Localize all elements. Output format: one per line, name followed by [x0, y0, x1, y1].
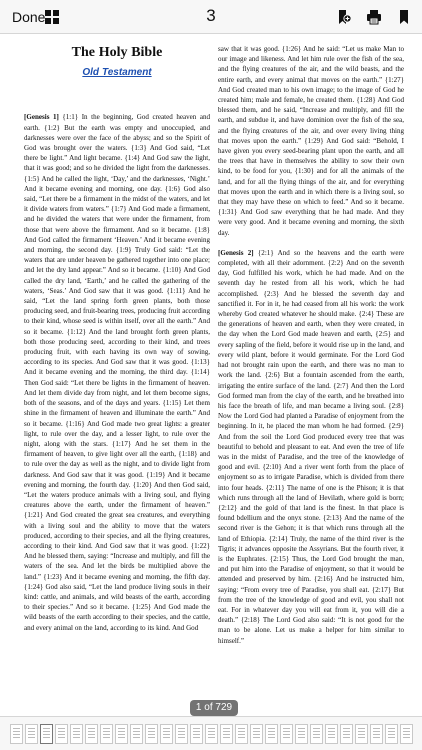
- left-column: [24, 44, 210, 643]
- page-thumbnail[interactable]: [235, 724, 248, 744]
- page-thumbnail[interactable]: [265, 724, 278, 744]
- print-icon[interactable]: [366, 9, 382, 25]
- page-thumbnail[interactable]: [385, 724, 398, 744]
- current-page-number: 3: [206, 6, 216, 25]
- page-position-badge: 1 of 729: [190, 700, 238, 716]
- paragraph-text: {2:1} And so the heavens and the earth were completed, with all their adornment. {2:2} And on the seventh day, God fulfilled his work, which he had made. And on the seventh day he rested from all his work, which he had accomplished. {2:3} And he blessed the seventh day and sanctified it. For in it, he had ceased from all his work: the work whereby God created whatever he should make. {2:4} These are the generations of heaven and earth, when they were created, in the day when the Lord God made heaven and earth, {2:5} and every sapling of the field, before it would rise up in the land, and every wild plant, before it would germinate. For the Lord God had not brought rain upon the earth, and there was no man to work the land. {2:6} But a fountain ascended from the earth, irrigating the entire surface of the land. {2:7} And then the Lord God formed man from the clay of the earth, and he breathed into his face the breath of life, and man became a living soul. {2:8} Now the Lord God had planted a Paradise of enjoyment from the beginning. In it, he placed the man whom he had formed. {2:9} And from the soil the Lord God produced every tree that was beautiful to behold and pleasant to eat. And even the tree of life was in the midst of Paradise, and the tree of the knowledge of good and evil. {2:10} And a river went forth from the place of enjoyment so as to irrigate Paradise, which is divided from there into four heads. {2:11} The name of one is the Phison; it is that which runs through all the land of Hevilath, where gold is born; {2:12} and the gold of that land is the finest. In that place is found bdellium and the onyx stone. {2:13} And the name of the second river is the Gehon; it is that which runs through all the land of Ethiopia. {2:14} Truly, the name of the third river is the Tigris; it advances opposite the Assyrians. But the fourth river, it is the Euphrates. {2:15} Thus, the Lord God brought the man, and put him into the Paradise of enjoyment, so that it would be attended and preserved by him. {2:16} And he instructed him, saying: “From every tree of Paradise, you shall eat. {2:17} But from the tree of the knowledge of good and evil, you shall not eat. For in whatever day you will eat from it, you will die a death.” {2:18} The Lord God also said: “It is not good for the man to be alone. Let us make a helper for him similar to himself.”: [218, 248, 404, 645]
- testament-link[interactable]: Old Testament: [82, 67, 152, 79]
- page-thumbnail[interactable]: [55, 724, 68, 744]
- page-thumbnail[interactable]: [145, 724, 158, 744]
- thumbnail-strip[interactable]: [0, 716, 422, 750]
- grid-icon[interactable]: [45, 10, 59, 24]
- page-thumbnail[interactable]: [175, 724, 188, 744]
- bookmark-add-icon[interactable]: [336, 9, 352, 25]
- page-thumbnail[interactable]: [280, 724, 293, 744]
- page-thumbnail[interactable]: [40, 724, 53, 744]
- page-thumbnail[interactable]: [190, 724, 203, 744]
- page-thumbnail[interactable]: [160, 724, 173, 744]
- page-thumbnail[interactable]: [355, 724, 368, 744]
- page-thumbnail[interactable]: [400, 724, 413, 744]
- page-thumbnail[interactable]: [130, 724, 143, 744]
- page-thumbnail[interactable]: [340, 724, 353, 744]
- paragraph: [24, 112, 210, 632]
- paragraph: [218, 44, 404, 238]
- page-thumbnail[interactable]: [70, 724, 83, 744]
- top-toolbar: [0, 0, 422, 34]
- toolbar-actions: [336, 9, 412, 25]
- chapter-heading: [Genesis 1]: [24, 113, 59, 122]
- document-page: [24, 34, 404, 716]
- book-title: The Holy Bible: [71, 45, 163, 60]
- page-thumbnail[interactable]: [370, 724, 383, 744]
- paragraph-text: {1:1} In the beginning, God created heaven and earth. {1:2} But the earth was empty and unoccupied, and darknesses were over the face of the abyss; and so the Spirit of God was brought over the waters. {1:3} And God said, “Let there be light.” And light became. {1:4} And God saw the light, that it was good; and so he divided the light from the darknesses. {1:5} And he called the light, ‘Day,’ and the darknesses, ‘Night.’ And it became evening and morning, one day. {1:6} God also said, “Let there be a firmament in the midst of the waters, and let it divide waters from waters.” {1:7} And God made a firmament, and he divided the waters that were under the firmament, from those that were above the firmament. And so it became. {1:8} And God called the firmament ‘Heaven.’ And it became evening and morning, the second day. {1:9} Truly God said: “Let the waters that are under heaven be gathered together into one place; and let the dry land appear.” And so it became. {1:10} And God called the dry land, ‘Earth,’ and he called the gathering of the waters, ‘Seas.’ And God saw that it was good. {1:11} And he said, “Let the land spring forth green plants, both those producing seed, and fruit-bearing trees, producing fruit according to their kind, whose seed is within itself, over all the earth.” And so it became. {1:12} And the land brought forth green plants, both those producing seed, according to their kind, and trees producing fruit, with each having its own way of sowing, according to its species. And God saw that it was good. {1:13} And it became evening and the morning, the third day. {1:14} Then God said: “Let there be lights in the firmament of heaven. And let them divide day from night, and let them become signs, both of the seasons, and of the days and years. {1:15} Let them shine in the firmament of heaven and illuminate the earth.” And so it became. {1:16} And God made two great lights: a greater light, to rule over the day, and a lesser light, to rule over the night, along with the stars. {1:17} And he set them in the firmament of heaven, to give light over all the earth, {1:18} and to rule over the day as well as the night, and to divide light from darkness. And God saw that it was good. {1:19} And it became evening and morning, the fourth day. {1:20} And then God said, “Let the waters produce animals with a living soul, and flying creatures above the earth, under the firmament of heaven.” {1:21} And God created the great sea creatures, and everything with a living soul and the ability to move that the waters produced, according to their species, and all the flying creatures, according to their kind. And God saw that it was good. {1:22} And he blessed them, saying: “Increase and multiply, and fill the waters of the sea. And let the birds be multiplied above the land.” {1:23} And it became evening and morning, the fifth day. {1:24} God also said, “Let the land produce living souls in their kind: cattle, and animals, and wild beasts of the earth, according to their species.” And so it became. {1:25} And God made the wild beasts of the earth according to their species, and the cattle, and every animal on the land, according to its kind. And God: [24, 113, 210, 632]
- page-thumbnail[interactable]: [220, 724, 233, 744]
- page-thumbnail[interactable]: [295, 724, 308, 744]
- page-thumbnail[interactable]: [205, 724, 218, 744]
- page-thumbnail[interactable]: [85, 724, 98, 744]
- right-column: [218, 44, 404, 656]
- page-thumbnail[interactable]: [100, 724, 113, 744]
- bookmark-icon[interactable]: [396, 9, 412, 25]
- chapter-heading: [Genesis 2]: [218, 248, 254, 257]
- page-thumbnail[interactable]: [310, 724, 323, 744]
- paragraph: [218, 248, 404, 646]
- page-thumbnail[interactable]: [250, 724, 263, 744]
- page-thumbnail[interactable]: [25, 724, 38, 744]
- paragraph-text: saw that it was good. {1:26} And he said: “Let us make Man to our image and likeness. And let him rule over the fish of the sea, and the flying creatures of the air, and the wild beasts, and the entire earth, and every animal that moves on the earth.” {1:27} And God created man to his own image; to the image of God he created him; male and female, he created them. {1:28} And God blessed them, and he said, “Increase and multiply, and fill the earth, and subdue it, and have dominion over the fish of the sea, and the flying creatures of the air, and over every living thing that moves upon the earth.” {1:29} And God said: “Behold, I have given you every seed-bearing plant upon the earth, and all the trees that have in themselves the ability to sow their own kind, to be food for you, {1:30} and for all the animals of the land, and for all the flying things of the air, and for everything that moves upon the earth and in which there is a living soul, so that they may have these on which to feed.” And so it became. {1:31} And God saw everything that he had made. And they were very good. And it became evening and morning, the sixth day.: [218, 45, 404, 237]
- page-thumbnail[interactable]: [325, 724, 338, 744]
- done-button[interactable]: Done: [12, 9, 46, 25]
- page-thumbnail[interactable]: [115, 724, 128, 744]
- page-thumbnail[interactable]: [10, 724, 23, 744]
